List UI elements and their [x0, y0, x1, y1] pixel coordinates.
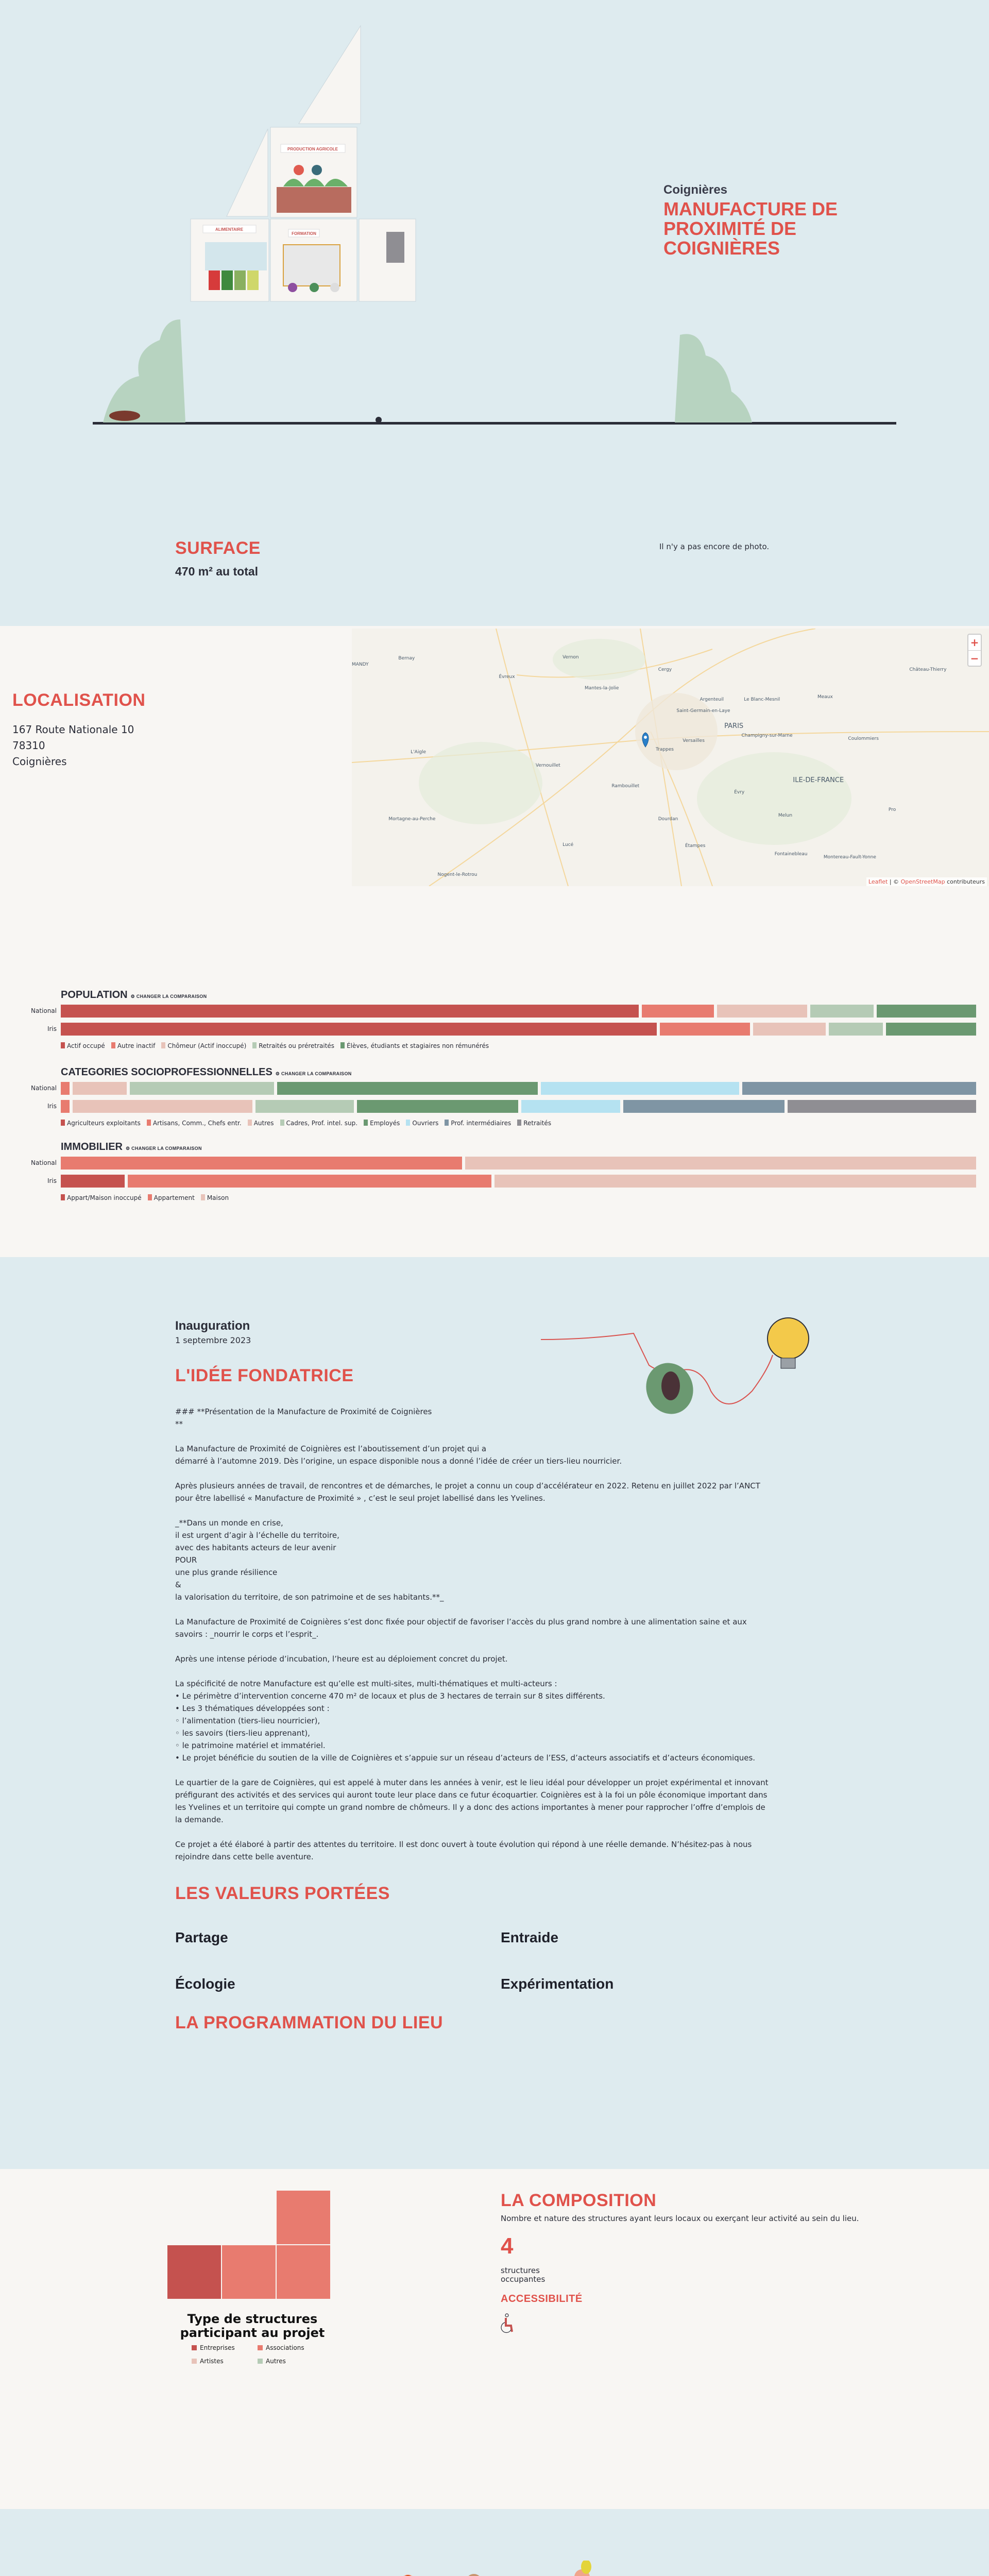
chart-legend	[61, 1042, 489, 1049]
bar-row	[61, 1175, 976, 1188]
map-label: PARIS	[724, 722, 744, 730]
cat	[376, 417, 382, 423]
map-label: Argenteuil	[700, 697, 724, 702]
legend-swatch	[192, 2345, 197, 2350]
body-line: &	[175, 1580, 181, 1589]
body-line: _**Dans un monde en crise,	[175, 1518, 283, 1528]
bar-row-label: National	[30, 1084, 57, 1092]
map-label: Melun	[778, 813, 793, 818]
bar-segment[interactable]	[877, 1005, 976, 1018]
legend-item	[252, 1042, 334, 1049]
structures-count: 4	[501, 2233, 514, 2259]
body-line: ◦ l’alimentation (tiers-lieu nourricier),	[175, 1716, 320, 1725]
bar-segment[interactable]	[541, 1082, 739, 1095]
chart-title-text: CATEGORIES SOCIOPROFESSIONNELLES	[61, 1066, 272, 1078]
idee-heading: L'IDÉE FONDATRICE	[175, 1366, 354, 1385]
waffle-cell	[167, 2245, 221, 2299]
map-tiles[interactable]	[352, 629, 989, 886]
waffle-title: Type de structures participant au projet	[180, 2312, 325, 2340]
bar-row	[61, 1082, 976, 1095]
chart-title	[61, 989, 207, 1001]
map-label: ILE-DE-FRANCE	[793, 776, 844, 784]
body-line: La Manufacture de Proximité de Coignières est l’aboutissement d’un projet qui a	[175, 1444, 487, 1453]
legend-swatch	[445, 1120, 449, 1126]
no-photo-message: Il n'y a pas encore de photo.	[659, 542, 770, 551]
map-label: Dourdan	[658, 817, 678, 822]
dog	[109, 411, 140, 421]
site-name-line: COIGNIÈRES	[663, 238, 780, 259]
bar-segment[interactable]	[130, 1082, 274, 1095]
site-city: Coignières	[663, 183, 728, 197]
legend-label: Associations	[266, 2344, 304, 2351]
bar-segment[interactable]	[61, 1175, 125, 1188]
value-item: Entraide	[501, 1929, 559, 1945]
map-zoom-control	[967, 634, 982, 667]
idee-body	[175, 1405, 819, 1863]
map-label: Vernouillet	[535, 763, 560, 768]
sign-production: PRODUCTION AGRICOLE	[287, 147, 338, 151]
map-label: Château-Thierry	[909, 667, 947, 672]
legend-swatch	[201, 1194, 205, 1200]
legend-item	[111, 1042, 156, 1049]
legend-item	[61, 1042, 105, 1049]
body-line: ◦ le patrimoine matériel et immatériel.	[175, 1741, 326, 1750]
legend-label: Autres	[253, 1120, 274, 1127]
legend-item	[147, 1120, 242, 1127]
waffle-cell	[277, 2191, 330, 2244]
sign-alimentaire: ALIMENTAIRE	[215, 227, 244, 232]
osm-link[interactable]: OpenStreetMap	[900, 878, 945, 885]
bar-row-label: Iris	[47, 1103, 57, 1110]
map-label: Évry	[734, 790, 745, 795]
bar-segment[interactable]	[61, 1100, 70, 1113]
bar-segment[interactable]	[128, 1175, 491, 1188]
localisation-section	[0, 626, 989, 1257]
body-line: rejoindre dans cette belle aventure.	[175, 1852, 314, 1861]
legend-item	[517, 1120, 551, 1127]
legend-item	[248, 1120, 274, 1127]
legend-label: Actif occupé	[67, 1042, 105, 1049]
inauguration-label: Inauguration	[175, 1319, 250, 1333]
bar-segment[interactable]	[753, 1023, 825, 1036]
chart-legend	[61, 1194, 229, 1201]
localisation-heading: LOCALISATION	[12, 690, 146, 710]
legend-swatch	[147, 1120, 151, 1126]
address-postcode: 78310	[12, 739, 45, 752]
map-label: Le Blanc-Mesnil	[744, 697, 780, 702]
legend-label: Prof. intermédiaires	[451, 1120, 511, 1127]
body-line: La spécificité de notre Manufacture est qu’elle est multi-sites, multi-thématiques et multi-acteurs :	[175, 1679, 557, 1688]
map-label: L'Aigle	[411, 750, 427, 755]
legend-label: Appartement	[154, 1194, 195, 1201]
surface-heading: SURFACE	[175, 538, 261, 558]
body-line: Après plusieurs années de travail, de rencontres et de démarches, le projet a connu un coup d’accélérateur en 2022. Retenu en juillet 2022 par l’ANCT	[175, 1481, 760, 1490]
body-paragraph	[175, 1517, 819, 1603]
bar-segment[interactable]	[73, 1100, 252, 1113]
bar-segment[interactable]	[717, 1005, 807, 1018]
map-label: Trappes	[655, 747, 674, 752]
bar-row-label: National	[30, 1007, 57, 1014]
legend-label: Appart/Maison inoccupé	[67, 1194, 142, 1201]
value-item: Écologie	[175, 1976, 235, 1992]
legend-label: Retraités ou préretraités	[259, 1042, 335, 1049]
body-line: préfigurant des activités et des services qui auront toute leur place dans ce futur écoquartier. Coignières est à la foi un pôle économique important dans	[175, 1790, 768, 1800]
planter	[277, 187, 351, 213]
leaflet-link[interactable]: Leaflet	[868, 878, 888, 885]
map-label: MANDY	[352, 662, 369, 667]
legend-item	[148, 1194, 195, 1201]
legend-label: Cadres, Prof. intel. sup.	[286, 1120, 358, 1127]
legend-label: Autres	[266, 2358, 286, 2365]
zoom-in-button[interactable]: +	[970, 636, 979, 649]
legend-swatch	[61, 1194, 65, 1200]
legend-item	[61, 1120, 141, 1127]
composition-info	[501, 2191, 859, 2336]
ground-line	[93, 422, 896, 425]
values-grid	[175, 1929, 819, 1992]
body-line: pour être labellisé « Manufacture de Proximité » , c’est le seul projet labellisé dans les Yvelines.	[175, 1494, 545, 1503]
sign-formation: FORMATION	[292, 231, 316, 236]
legend-label: Ouvriers	[412, 1120, 439, 1127]
bar-segment[interactable]	[521, 1100, 620, 1113]
body-line: • Le projet bénéficie du soutien de la ville de Coignières et s’appuie sur un réseau d’acteurs de l’ESS, d’acteurs associatifs et d’acteurs économiques.	[175, 1753, 756, 1762]
legend-swatch	[517, 1120, 521, 1126]
waffle-legend-item	[192, 2358, 258, 2365]
body-line: avec des habitants acteurs de leur avenir	[175, 1543, 336, 1552]
programmation-heading: LA PROGRAMMATION DU LIEU	[175, 2013, 444, 2032]
composition-section	[0, 2169, 989, 2509]
bar-row-label: National	[30, 1159, 57, 1166]
attribution-separator: | ©	[888, 878, 901, 885]
bar-segment[interactable]	[623, 1100, 785, 1113]
structures-label-line: structures	[501, 2266, 540, 2275]
body-line: la valorisation du territoire, de son patrimoine et de ses habitants.**_	[175, 1592, 444, 1602]
body-paragraph	[175, 1838, 819, 1863]
legend-swatch	[111, 1042, 115, 1048]
idee-section	[0, 1257, 989, 2169]
value-item: Expérimentation	[501, 1976, 614, 1992]
body-line: POUR	[175, 1555, 197, 1565]
legend-swatch	[148, 1194, 152, 1200]
change-comparison-button[interactable]: ⚙ CHANGER LA COMPARAISON	[130, 994, 207, 999]
map-label: Coulommiers	[848, 736, 879, 741]
acteurs-section	[0, 2509, 989, 2576]
bar-row-label: Iris	[47, 1177, 57, 1184]
bar-row	[61, 1157, 976, 1170]
legend-swatch	[340, 1042, 345, 1048]
waffle-legend	[192, 2344, 323, 2365]
map-label: Montereau-Fault-Yonne	[823, 855, 876, 860]
body-line: savoirs : _nourrir le corps et l’esprit_.	[175, 1630, 319, 1639]
legend-swatch	[364, 1120, 368, 1126]
zoom-out-button[interactable]: −	[968, 650, 981, 666]
chart-title-text: POPULATION	[61, 989, 128, 1001]
legend-label: Retraités	[523, 1120, 552, 1127]
site-name-line: MANUFACTURE DE	[663, 198, 838, 219]
body-paragraph	[175, 1480, 819, 1504]
map-label: Lucé	[562, 842, 574, 848]
legend-item	[61, 1194, 142, 1201]
map-label: Cergy	[658, 667, 672, 672]
surface-block	[175, 538, 261, 579]
bar-segment[interactable]	[73, 1082, 127, 1095]
body-line: La Manufacture de Proximité de Coignières s’est donc fixée pour objectif de favoriser l’accès du plus grand nombre à une alimentation saine et aux	[175, 1617, 747, 1626]
waffle-cell	[222, 2245, 276, 2299]
legend-swatch	[280, 1120, 284, 1126]
bar-row-label: Iris	[47, 1025, 57, 1032]
legend-label: Employés	[370, 1120, 400, 1127]
legend-item	[280, 1120, 358, 1127]
legend-swatch	[61, 1042, 65, 1048]
body-paragraph	[175, 1653, 819, 1665]
bar-segment[interactable]	[829, 1023, 883, 1036]
bush-left	[103, 319, 185, 422]
legend-item	[340, 1042, 489, 1049]
bar-segment[interactable]	[465, 1157, 976, 1170]
chart-title	[61, 1141, 202, 1153]
bar-segment[interactable]	[61, 1157, 462, 1170]
map-attribution	[866, 877, 987, 886]
structures-label-line: occupantes	[501, 2275, 545, 2284]
map-label: Meaux	[817, 694, 833, 700]
body-line: • Les 3 thématiques développées sont :	[175, 1704, 330, 1713]
legend-item	[445, 1120, 511, 1127]
bar-segment[interactable]	[61, 1005, 639, 1018]
body-paragraph	[175, 1616, 819, 1640]
composition-heading: LA COMPOSITION	[501, 2191, 657, 2210]
legend-item	[364, 1120, 400, 1127]
map-label: Mantes-la-Jolie	[584, 686, 619, 691]
roof-triangle-top	[299, 26, 361, 124]
map-label: Nogent-le-Rotrou	[437, 872, 478, 877]
body-line: Ce projet a été élaboré à partir des attentes du territoire. Il est donc ouvert à toute évolution qui répond à une réelle demande. N’hésitez-pas à nous	[175, 1840, 752, 1849]
map-label: Bernay	[398, 656, 415, 661]
map-label: Étampes	[685, 843, 706, 849]
composition-description: Nombre et nature des structures ayant leurs locaux ou exerçant leur activité au sein du lieu.	[501, 2214, 859, 2223]
chart-title	[61, 1066, 352, 1078]
bar-segment[interactable]	[788, 1100, 976, 1113]
address-city: Coignières	[12, 755, 67, 768]
map-label: Versailles	[683, 738, 705, 743]
people-illustration	[381, 2561, 613, 2576]
map-label: Pro	[888, 807, 896, 812]
body-line: ### **Présentation de la Manufacture de Proximité de Coignières	[175, 1407, 432, 1416]
body-line: • Le périmètre d’intervention concerne 470 m² de locaux et plus de 3 hectares de terrain sur 8 sites différents.	[175, 1691, 605, 1701]
body-line: démarré à l’automne 2019. Dès l’origine, un espace disponible nous a donné l’idée de créer un tiers-lieu nourricier.	[175, 1456, 622, 1466]
value-item: Partage	[175, 1929, 228, 1945]
map-label: Évreux	[499, 674, 515, 680]
chart-title-text: IMMOBILIER	[61, 1141, 123, 1153]
legend-swatch	[406, 1120, 410, 1126]
bar-segment[interactable]	[660, 1023, 750, 1036]
body-line: il est urgent d’agir à l’échelle du territoire,	[175, 1531, 339, 1540]
chart-legend	[61, 1120, 551, 1127]
legend-label: Artisans, Comm., Chefs entr.	[152, 1120, 242, 1127]
body-line: une plus grande résilience	[175, 1568, 278, 1577]
bar-segment[interactable]	[357, 1100, 518, 1113]
surface-value: 470 m² au total	[175, 565, 259, 578]
body-line: Après une intense période d’incubation, l’heure est au déploiement concret du projet.	[175, 1654, 508, 1664]
bar-segment[interactable]	[61, 1023, 657, 1036]
legend-swatch	[61, 1120, 65, 1126]
waffle-legend-item	[258, 2344, 323, 2351]
lightbulb-illustration	[536, 1309, 824, 1427]
legend-swatch	[192, 2359, 197, 2364]
site-title-block	[663, 183, 880, 258]
legend-label: Autre inactif	[117, 1042, 156, 1049]
body-paragraph	[175, 1677, 819, 1764]
change-comparison-button[interactable]: ⚙ CHANGER LA COMPARAISON	[126, 1146, 202, 1151]
legend-swatch	[258, 2359, 263, 2364]
map-label: Mortagne-au-Perche	[388, 817, 436, 822]
legend-item	[406, 1120, 438, 1127]
legend-swatch	[161, 1042, 165, 1048]
legend-label: Artistes	[200, 2358, 224, 2365]
wheelchair-icon	[501, 2313, 859, 2336]
map[interactable]	[352, 629, 989, 886]
bar-row	[61, 1023, 976, 1036]
legend-label: Maison	[207, 1194, 229, 1201]
change-comparison-button[interactable]: ⚙ CHANGER LA COMPARAISON	[275, 1071, 352, 1076]
body-paragraph	[175, 1776, 819, 1826]
body-line: les Yvelines et un territoire qui compte un grand nombre de chômeurs. Il y a donc des actions importantes à mener pour rapprocher l’offre d’emplois de	[175, 1803, 765, 1812]
body-paragraph	[175, 1443, 819, 1467]
bar-segment[interactable]	[742, 1082, 976, 1095]
legend-label: Agriculteurs exploitants	[67, 1120, 141, 1127]
inauguration-date: 1 septembre 2023	[175, 1335, 251, 1345]
legend-label: Élèves, étudiants et stagiaires non rémunérés	[347, 1042, 489, 1049]
bar-segment[interactable]	[886, 1023, 976, 1036]
bar-segment[interactable]	[642, 1005, 714, 1018]
legend-swatch	[258, 2345, 263, 2350]
legend-label: Chômeur (Actif inoccupé)	[167, 1042, 247, 1049]
waffle-cell	[277, 2245, 330, 2299]
waffle-legend-item	[258, 2358, 323, 2365]
bush-right	[675, 334, 752, 422]
legend-item	[161, 1042, 246, 1049]
address-street: 167 Route Nationale 10	[12, 723, 134, 736]
map-label: Rambouillet	[611, 784, 640, 789]
body-line: ◦ les savoirs (tiers-lieu apprenant),	[175, 1728, 310, 1738]
map-label: Saint-Germain-en-Laye	[676, 708, 730, 714]
body-line: la demande.	[175, 1815, 224, 1824]
body-line: Le quartier de la gare de Coignières, qui est appelé à muter dans les années à venir, est le lieu idéal pour développer un projet expérimental et innovant	[175, 1778, 769, 1787]
bar-segment[interactable]	[277, 1082, 538, 1095]
map-label: Fontainebleau	[774, 852, 808, 857]
bar-row	[61, 1100, 976, 1113]
site-name	[663, 199, 880, 258]
body-line: **	[175, 1419, 183, 1429]
bar-segment[interactable]	[810, 1005, 874, 1018]
legend-swatch	[248, 1120, 252, 1126]
bar-row	[61, 1005, 976, 1018]
hero-section	[0, 0, 989, 626]
waffle-legend-item	[192, 2344, 258, 2351]
legend-item	[201, 1194, 229, 1201]
bar-segment[interactable]	[61, 1082, 70, 1095]
roof-triangle-left	[227, 129, 268, 216]
bar-segment[interactable]	[494, 1175, 976, 1188]
structures-label	[501, 2266, 859, 2284]
address-block	[12, 690, 145, 770]
attribution-suffix: contributeurs	[945, 878, 985, 885]
legend-label: Entreprises	[200, 2344, 235, 2351]
legend-swatch	[252, 1042, 257, 1048]
map-label: Vernon	[562, 655, 579, 660]
site-name-line: PROXIMITÉ DE	[663, 218, 797, 239]
bar-segment[interactable]	[255, 1100, 354, 1113]
accessibility-heading: ACCESSIBILITÉ	[501, 2293, 583, 2304]
values-heading: LES VALEURS PORTÉES	[175, 1884, 390, 1903]
map-label: Champigny-sur-Marne	[741, 733, 793, 738]
